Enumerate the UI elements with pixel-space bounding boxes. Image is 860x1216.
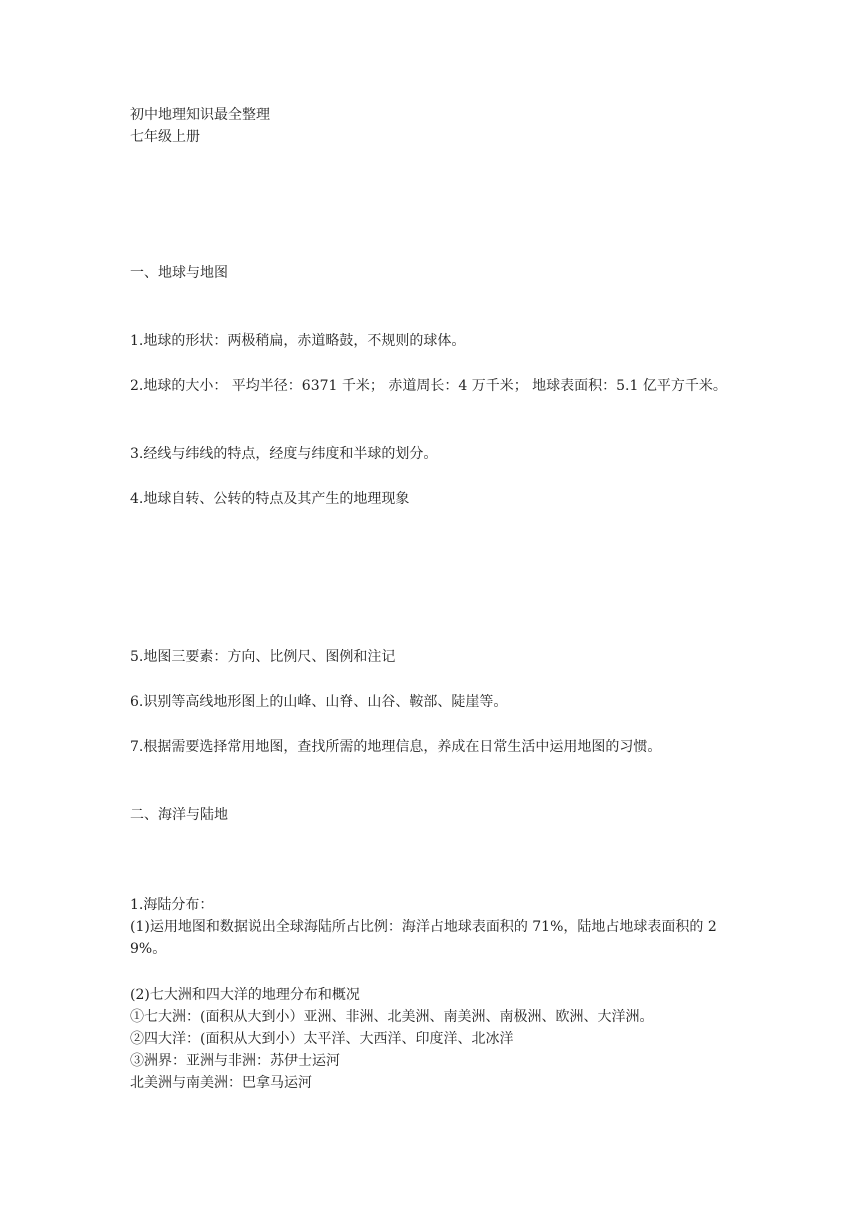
list-item-seven-continents: ①七大洲：(面积从大到小）亚洲、非洲、北美洲、南美洲、南极洲、欧洲、大洋洲。 (130, 1009, 654, 1025)
list-item-continent-boundary-asia-africa: ③洲界：亚洲与非洲：苏伊士运河 (130, 1053, 340, 1069)
paragraph-land-sea-distribution: 1.海陆分布： (130, 897, 214, 913)
list-item-continent-boundary-americas: 北美洲与南美洲：巴拿马运河 (130, 1075, 312, 1091)
document-title: 初中地理知识最全整理 (130, 107, 270, 123)
document-subtitle: 七年级上册 (130, 129, 200, 145)
paragraph-map-elements: 5.地图三要素：方向、比例尺、图例和注记 (130, 649, 396, 665)
section-heading-earth-and-maps: 一、地球与地图 (130, 265, 228, 281)
paragraph-continents-oceans: (2)七大洲和四大洋的地理分布和概况 (130, 987, 360, 1003)
paragraph-longitude-latitude: 3.经线与纬线的特点，经度与纬度和半球的划分。 (130, 446, 438, 462)
paragraph-earth-shape: 1.地球的形状：两极稍扁，赤道略鼓，不规则的球体。 (130, 333, 466, 349)
paragraph-land-sea-ratio: (1)运用地图和数据说出全球海陆所占比例：海洋占地球表面积的 71%，陆地占地球表面积的 29%。 (130, 919, 717, 957)
paragraph-contour-map: 6.识别等高线地形图上的山峰、山脊、山谷、鞍部、陡崖等。 (130, 694, 508, 710)
section-heading-ocean-and-land: 二、海洋与陆地 (130, 807, 228, 823)
paragraph-earth-rotation: 4.地球自转、公转的特点及其产生的地理现象 (130, 491, 410, 507)
paragraph-earth-size: 2.地球的大小： 平均半径：6371 千米； 赤道周长：4 万千米； 地球表面积：5.1 亿平方千米。 (130, 378, 727, 394)
paragraph-using-maps: 7.根据需要选择常用地图，查找所需的地理信息，养成在日常生活中运用地图的习惯。 (130, 739, 662, 755)
list-item-four-oceans: ②四大洋：(面积从大到小）太平洋、大西洋、印度洋、北冰洋 (130, 1031, 514, 1047)
